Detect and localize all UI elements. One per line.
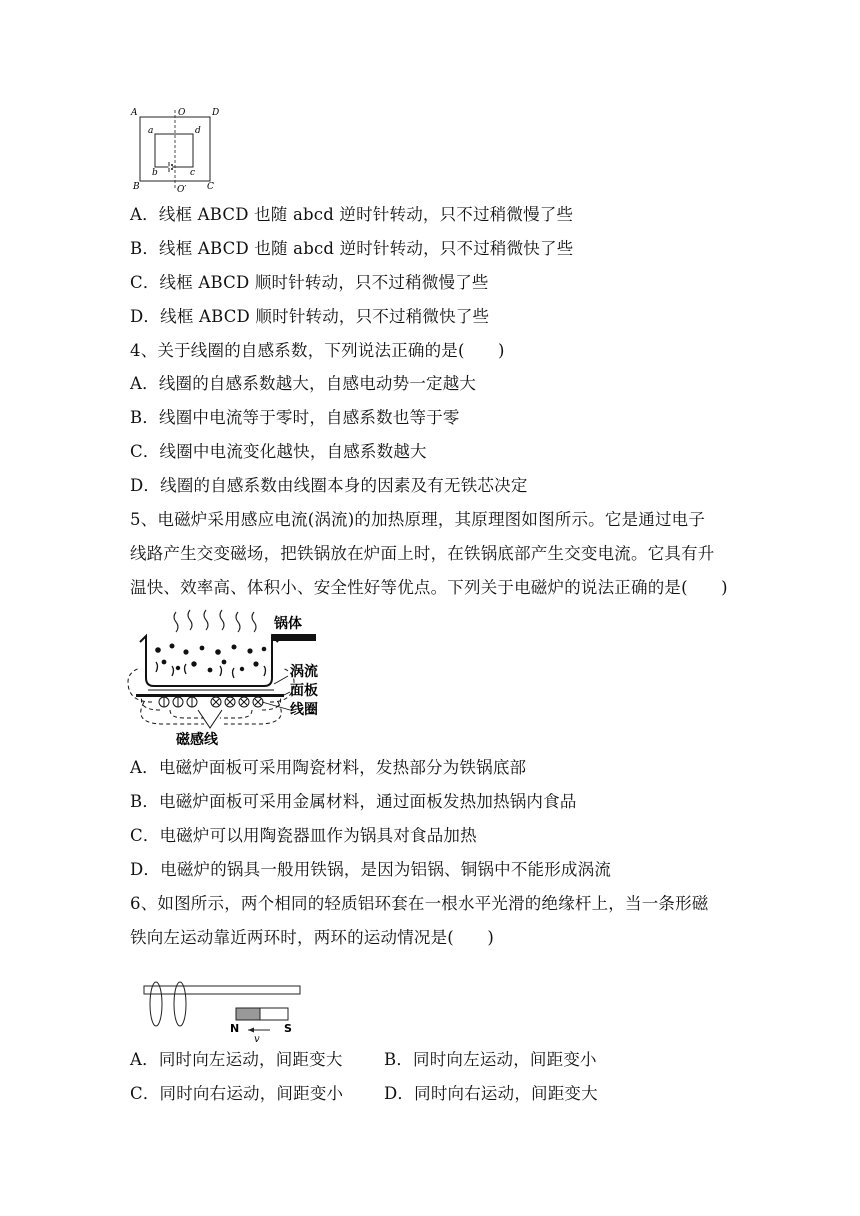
q6-stem-line-2: 铁向左运动靠近两环时，两环的运动情况是( ) — [130, 928, 494, 947]
q3-option-b: B．线框 ABCD 也随 abcd 逆时针转动，只不过稍微快了些 — [130, 239, 574, 258]
label-south-pole: S — [284, 1022, 292, 1035]
q5-option-a: A．电磁炉面板可采用陶瓷材料，发热部分为铁锅底部 — [130, 758, 527, 777]
label-O-prime: O′ — [177, 185, 187, 195]
q3-option-a: A．线框 ABCD 也随 abcd 逆时针转动，只不过稍微慢了些 — [130, 205, 574, 224]
q5-option-d: D．电磁炉的锅具一般用铁锅，是因为铝锅、铜锅中不能形成涡流 — [130, 860, 612, 879]
q3-option-c: C．线框 ABCD 顺时针转动，只不过稍微慢了些 — [130, 273, 489, 292]
q5-stem-line-3: 温快、效率高、体积小、安全性好等优点。下列关于电磁炉的说法正确的是( ) — [130, 578, 728, 597]
label-A: A — [131, 108, 138, 118]
q4-option-c: C．线圈中电流变化越快，自感系数越大 — [130, 442, 427, 461]
label-a: a — [148, 126, 154, 136]
q6-option-a: A．同时向左运动，间距变大 — [130, 1050, 343, 1069]
q5-stem-line-2: 线路产生交变磁场，把铁锅放在炉面上时，在铁锅底部产生交变电流。它具有升 — [130, 544, 715, 563]
q4-stem: 4、关于线圈的自感系数，下列说法正确的是( ) — [130, 341, 505, 360]
label-C: C — [207, 182, 214, 192]
label-c: c — [190, 168, 196, 178]
q5-option-b: B．电磁炉面板可采用金属材料，通过面板发热加热锅内食品 — [130, 792, 577, 811]
label-panel: 面板 — [290, 683, 318, 699]
label-pot-body: 锅体 — [274, 616, 302, 632]
label-velocity: v — [254, 1034, 260, 1044]
q4-option-b: B．线圈中电流等于零时，自感系数也等于零 — [130, 408, 460, 427]
label-O: O — [178, 108, 186, 118]
q6-option-d: D．同时向右运动，间距变大 — [384, 1084, 598, 1103]
q6-option-c: C．同时向右运动，间距变小 — [130, 1084, 344, 1103]
label-B: B — [133, 182, 140, 192]
label-magnetic-field-lines: 磁感线 — [176, 732, 218, 748]
q6-stem-line-1: 6、如图所示，两个相同的轻质铝环套在一根水平光滑的绝缘杆上，当一条形磁 — [130, 894, 709, 913]
q6-figure-rings-magnet — [140, 980, 306, 1044]
q3-option-d: D．线框 ABCD 顺时针转动，只不过稍微快了些 — [130, 307, 490, 326]
q3-figure-loops — [128, 104, 224, 196]
label-north-pole: N — [230, 1022, 240, 1035]
label-b: b — [152, 168, 158, 178]
label-d: d — [195, 126, 201, 136]
label-eddy-current: 涡流 — [290, 664, 318, 680]
label-coil: 线圈 — [290, 702, 318, 718]
q5-stem-line-1: 5、电磁炉采用感应电流(涡流)的加热原理，其原理图如图所示。它是通过电子 — [130, 510, 706, 529]
q4-option-d: D．线圈的自感系数由线圈本身的因素及有无铁芯决定 — [130, 476, 528, 495]
label-D: D — [212, 108, 220, 118]
q6-option-b: B．同时向左运动，间距变小 — [384, 1050, 597, 1069]
q4-option-a: A．线圈的自感系数越大，自感电动势一定越大 — [130, 374, 477, 393]
q5-figure-induction-cooker — [124, 606, 334, 748]
q5-option-c: C．电磁炉可以用陶瓷器皿作为锅具对食品加热 — [130, 826, 477, 845]
